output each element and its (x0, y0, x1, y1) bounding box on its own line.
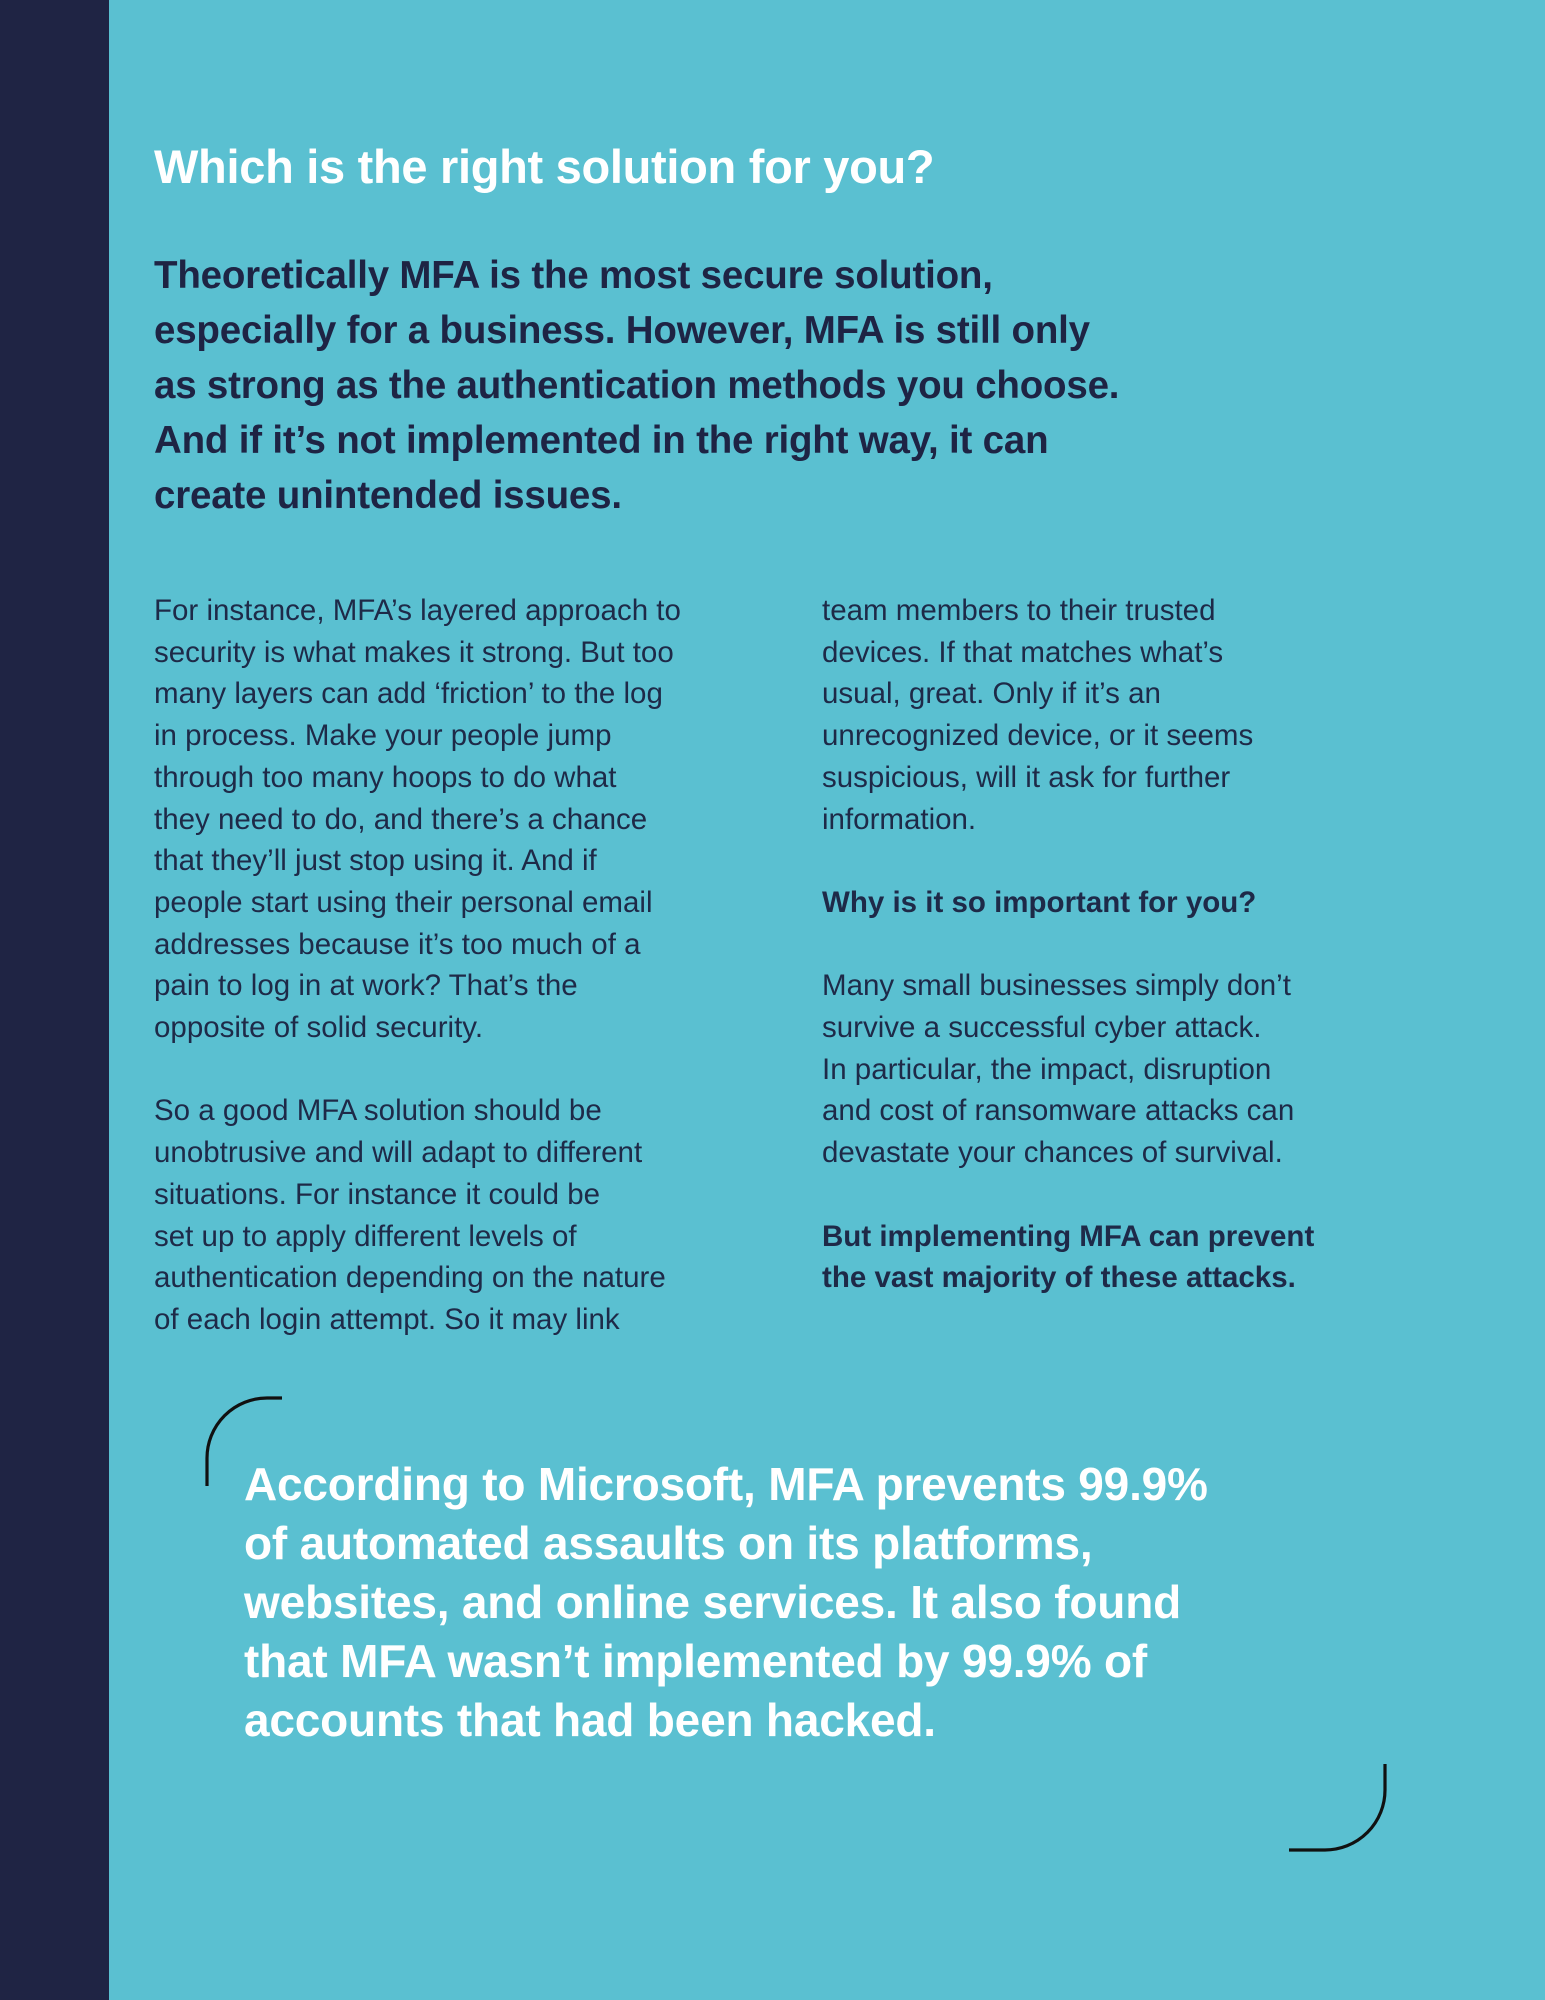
text-line: devastate your chances of survival. (822, 1136, 1283, 1170)
text-line: and cost of ransomware attacks can (822, 1094, 1295, 1128)
lead-line: And if it’s not implemented in the right way, it can (154, 419, 1049, 462)
text-line: many layers can add ‘friction’ to the log (154, 677, 663, 711)
text-line: unrecognized device, or it seems (822, 719, 1254, 753)
quote-line: of automated assaults on its platforms, (244, 1517, 1093, 1569)
text-line: set up to apply different levels of (154, 1219, 577, 1253)
paragraph-gap (822, 924, 1442, 966)
text-line: people start using their personal email (154, 885, 653, 919)
lead-paragraph (154, 248, 1304, 523)
bold-statement (822, 1216, 1442, 1299)
paragraph-gap (822, 1174, 1442, 1216)
text-line: through too many hoops to do what (154, 760, 617, 794)
text-line: the vast majority of these attacks. (822, 1261, 1296, 1295)
right-paragraph-2 (822, 965, 1442, 1174)
text-line: authentication depending on the nature (154, 1261, 666, 1295)
quote-bracket-close-icon (1280, 1760, 1390, 1860)
quote-line: websites, and online services. It also found (244, 1576, 1182, 1628)
lead-line: create unintended issues. (154, 474, 622, 517)
quote-line: According to Microsoft, MFA prevents 99.9% (244, 1458, 1208, 1510)
right-paragraph-1 (822, 590, 1442, 840)
lead-line: as strong as the authentication methods you choose. (154, 364, 1120, 407)
left-paragraph-2 (154, 1090, 784, 1340)
quote-line: that MFA wasn’t implemented by 99.9% of (244, 1635, 1147, 1687)
text-line: suspicious, will it ask for further (822, 760, 1231, 794)
left-column (154, 590, 784, 1341)
lead-line: especially for a business. However, MFA is still only (154, 309, 1090, 352)
text-line: pain to log in at work? That’s the (154, 969, 578, 1003)
pull-quote (244, 1455, 1394, 1750)
text-line: In particular, the impact, disruption (822, 1052, 1272, 1086)
text-line: information. (822, 802, 977, 836)
quote-line: accounts that had been hacked. (244, 1694, 936, 1746)
left-paragraph-1 (154, 590, 784, 1049)
text-line: of each login attempt. So it may link (154, 1302, 620, 1336)
text-line: For instance, MFA’s layered approach to (154, 594, 681, 627)
text-line: survive a successful cyber attack. (822, 1011, 1262, 1044)
text-line: that they’ll just stop using it. And if (154, 844, 597, 878)
text-line: situations. For instance it could be (154, 1177, 601, 1211)
section-subheading: Why is it so important for you? (822, 885, 1257, 919)
lead-line: Theoretically MFA is the most secure solution, (154, 254, 993, 297)
text-line: addresses because it’s too much of a (154, 927, 641, 961)
sidebar-band (0, 0, 109, 2000)
right-column (822, 590, 1442, 1299)
text-line: unobtrusive and will adapt to different (154, 1136, 643, 1170)
text-line: Many small businesses simply don’t (822, 969, 1291, 1003)
text-line: team members to their trusted (822, 594, 1216, 627)
text-line: in process. Make your people jump (154, 719, 612, 753)
paragraph-gap (154, 1049, 784, 1091)
paragraph-gap (822, 840, 1442, 882)
text-line: opposite of solid security. (154, 1011, 484, 1045)
page-title: Which is the right solution for you? (154, 140, 935, 193)
text-line: So a good MFA solution should be (154, 1094, 602, 1128)
text-line: usual, great. Only if it’s an (822, 677, 1161, 711)
text-line: security is what makes it strong. But too (154, 635, 674, 669)
text-line: But implementing MFA can prevent (822, 1219, 1315, 1253)
text-line: devices. If that matches what’s (822, 635, 1224, 669)
text-line: they need to do, and there’s a chance (154, 802, 648, 836)
